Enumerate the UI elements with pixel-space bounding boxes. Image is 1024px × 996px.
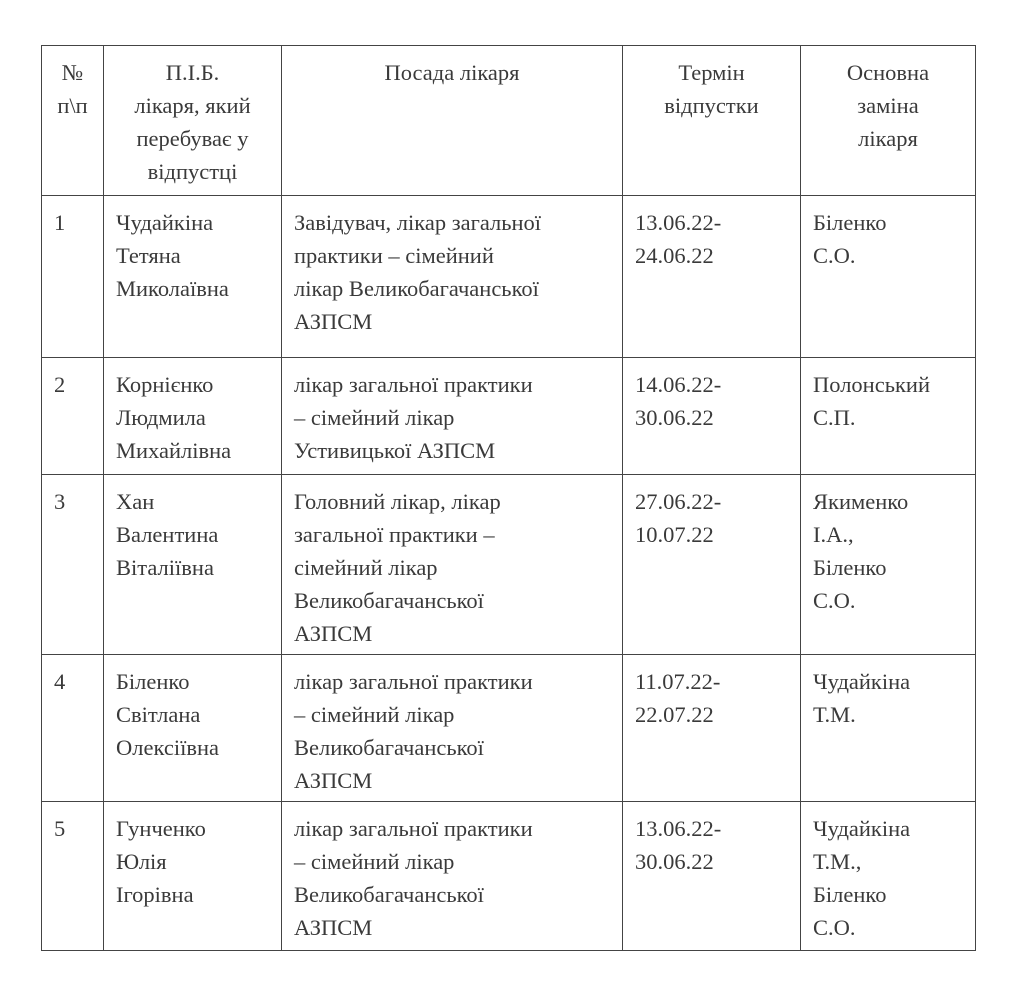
doctor-name: Гунченко Юлія Ігорівна — [104, 802, 282, 951]
header-vacation-term: Термін відпустки — [623, 46, 801, 196]
vacation-term: 13.06.22- 24.06.22 — [623, 196, 801, 358]
substitute-doctor: Чудайкіна Т.М. — [801, 655, 976, 802]
vacation-term: 27.06.22- 10.07.22 — [623, 475, 801, 655]
substitute-doctor: Полонський С.П. — [801, 358, 976, 475]
vacation-term: 13.06.22- 30.06.22 — [623, 802, 801, 951]
vacation-table — [41, 45, 976, 951]
table-row — [42, 655, 976, 802]
row-number: 2 — [42, 358, 104, 475]
doctor-name: Корнієнко Людмила Михайлівна — [104, 358, 282, 475]
doctor-name: Біленко Світлана Олексіївна — [104, 655, 282, 802]
substitute-doctor: Чудайкіна Т.М., Біленко С.О. — [801, 802, 976, 951]
doctor-position: Головний лікар, лікар загальної практики – сімейний лікар Великобагачанської АЗПСМ — [282, 475, 623, 655]
doctor-position: Завідувач, лікар загальної практики – сімейний лікар Великобагачанської АЗПСМ — [282, 196, 623, 358]
substitute-doctor: Біленко С.О. — [801, 196, 976, 358]
row-number: 1 — [42, 196, 104, 358]
doctor-position: лікар загальної практики – сімейний лікар Великобагачанської АЗПСМ — [282, 655, 623, 802]
table-row — [42, 802, 976, 951]
vacation-term: 14.06.22- 30.06.22 — [623, 358, 801, 475]
doctor-name: Чудайкіна Тетяна Миколаївна — [104, 196, 282, 358]
row-number: 4 — [42, 655, 104, 802]
header-doctor-name: П.І.Б. лікаря, який перебуває у відпустці — [104, 46, 282, 196]
substitute-doctor: Якименко І.А., Біленко С.О. — [801, 475, 976, 655]
header-number: № п\п — [42, 46, 104, 196]
doctor-position: лікар загальної практики – сімейний лікар Великобагачанської АЗПСМ — [282, 802, 623, 951]
row-number: 3 — [42, 475, 104, 655]
header-doctor-position: Посада лікаря — [282, 46, 623, 196]
table-row — [42, 196, 976, 358]
doctor-position: лікар загальної практики – сімейний лікар Устивицької АЗПСМ — [282, 358, 623, 475]
table-header-row — [42, 46, 976, 196]
table-row — [42, 475, 976, 655]
doctor-name: Хан Валентина Віталіївна — [104, 475, 282, 655]
header-substitute: Основна заміна лікаря — [801, 46, 976, 196]
vacation-term: 11.07.22- 22.07.22 — [623, 655, 801, 802]
table-row — [42, 358, 976, 475]
row-number: 5 — [42, 802, 104, 951]
